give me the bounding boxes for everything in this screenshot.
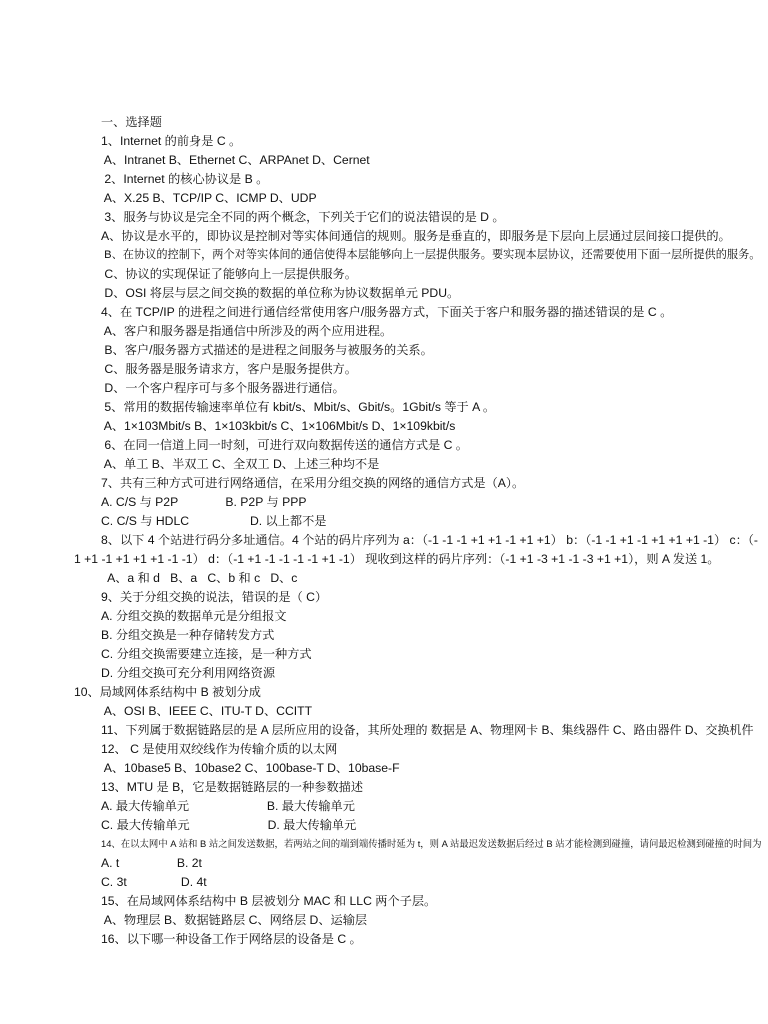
question-8: 8、以下 4 个站进行码分多址通信。4 个站的码片序列为 a：（-1 -1 -1 +1 +1 -1 +1 +1） b：（-1 -1 +1 -1 +1 +1 +1 -1） c：（-: [101, 533, 758, 547]
question-6: 6、在同一信道上同一时刻，可进行双向数据传送的通信方式是 C 。: [101, 438, 468, 452]
question-3-option-c: C、协议的实现保证了能够向上一层提供服务。: [101, 267, 357, 281]
question-4-option-c: C、服务器是服务请求方，客户是服务提供方。: [101, 362, 357, 376]
question-13-options-cd: C. 最大传输单元 D. 最大传输单元: [101, 818, 357, 832]
question-15: 15、在局域网体系结构中 B 层被划分 MAC 和 LLC 两个子层。: [101, 894, 437, 908]
question-14: 14、在以太网中 A 站和 B 站之间发送数据，若两站之间的端到端传播时延为 t，则 A 站最迟发送数据后经过 B 站才能检测到碰撞，请问最迟检测到碰撞的时间为: [101, 838, 762, 849]
question-4-option-a: A、客户和服务器是指通信中所涉及的两个应用进程。: [101, 324, 393, 338]
question-14-options-cd: C. 3t D. 4t: [101, 875, 207, 889]
question-12-options: A、10base5 B、10base2 C、100base-T D、10base-F: [101, 761, 400, 775]
question-6-options: A、单工 B、半双工 C、全双工 D、上述三种均不是: [101, 457, 380, 471]
question-10: 10、局域网体系结构中 B 被划分成: [74, 685, 261, 699]
question-2: 2、Internet 的核心协议是 B 。: [101, 172, 269, 186]
question-5: 5、常用的数据传输速率单位有 kbit/s、Mbit/s、Gbit/s。1Gbit/s 等于 A 。: [101, 400, 496, 414]
question-13-options-ab: A. 最大传输单元 B. 最大传输单元: [101, 799, 355, 813]
question-7-options-cd: C. C/S 与 HDLC D. 以上都不是: [101, 514, 327, 528]
question-4: 4、在 TCP/IP 的进程之间进行通信经常使用客户/服务器方式，下面关于客户和服务器的描述错误的是 C 。: [101, 305, 673, 319]
question-7: 7、共有三种方式可进行网络通信，在采用分组交换的网络的通信方式是（A）。: [101, 476, 525, 490]
question-7-options-ab: A. C/S 与 P2P B. P2P 与 PPP: [101, 495, 307, 509]
question-14-options-ab: A. t B. 2t: [101, 856, 202, 870]
question-5-options: A、1×103Mbit/s B、1×103kbit/s C、1×106Mbit/s D、1×109kbit/s: [101, 419, 456, 433]
question-8-options: A、a 和 d B、a C、b 和 c D、c: [101, 571, 298, 585]
question-10-options: A、OSI B、IEEE C、ITU-T D、CCITT: [101, 704, 313, 718]
question-2-options: A、X.25 B、TCP/IP C、ICMP D、UDP: [101, 191, 317, 205]
question-3-option-b: B、在协议的控制下，两个对等实体间的通信使得本层能够向上一层提供服务。要实现本层协议，还需要使用下面一层所提供的服务。: [101, 249, 761, 261]
question-4-option-b: B、客户/服务器方式描述的是进程之间服务与被服务的关系。: [101, 343, 433, 357]
question-9: 9、关于分组交换的说法，错误的是（ C）: [101, 590, 328, 604]
question-13: 13、MTU 是 B，它是数据链路层的一种参数描述: [101, 780, 364, 794]
question-12: 12、 C 是使用双绞线作为传输介质的以太网: [101, 742, 338, 756]
question-3: 3、服务与协议是完全不同的两个概念，下列关于它们的说法错误的是 D 。: [101, 210, 505, 224]
question-9-option-d: D. 分组交换可充分利用网络资源: [101, 666, 276, 680]
question-1-options: A、Intranet B、Ethernet C、ARPAnet D、Cernet: [101, 153, 370, 167]
question-16: 16、以下哪一种设备工作于网络层的设备是 C 。: [101, 932, 362, 946]
question-9-option-a: A. 分组交换的数据单元是分组报文: [101, 609, 287, 623]
question-3-option-d: D、OSI 将层与层之间交换的数据的单位称为协议数据单元 PDU。: [101, 286, 460, 300]
question-4-option-d: D、一个客户程序可与多个服务器进行通信。: [101, 381, 345, 395]
question-15-options: A、物理层 B、数据链路层 C、网络层 D、运输层: [101, 913, 368, 927]
section-heading: 一、选择题: [101, 115, 162, 129]
question-11: 11、下列属于数据链路层的是 A 层所应用的设备，其所处理的 数据是 A、物理网卡 B、集线器件 C、路由器件 D、交换机件: [101, 723, 754, 737]
question-9-option-b: B. 分组交换是一种存储转发方式: [101, 628, 275, 642]
question-8-continued: 1 +1 -1 +1 +1 +1 -1 -1） d：（-1 +1 -1 -1 -1 -1 +1 -1） 现收到这样的码片序列：（-1 +1 -3 +1 -1 -3 +1 +1），则 A 发送 1。: [74, 552, 720, 566]
question-3-option-a: A、协议是水平的，即协议是控制对等实体间通信的规则。服务是垂直的，即服务是下层向上层通过层间接口提供的。: [101, 229, 731, 243]
question-1: 1、Internet 的前身是 C 。: [101, 134, 242, 148]
question-9-option-c: C. 分组交换需要建立连接，是一种方式: [101, 647, 312, 661]
